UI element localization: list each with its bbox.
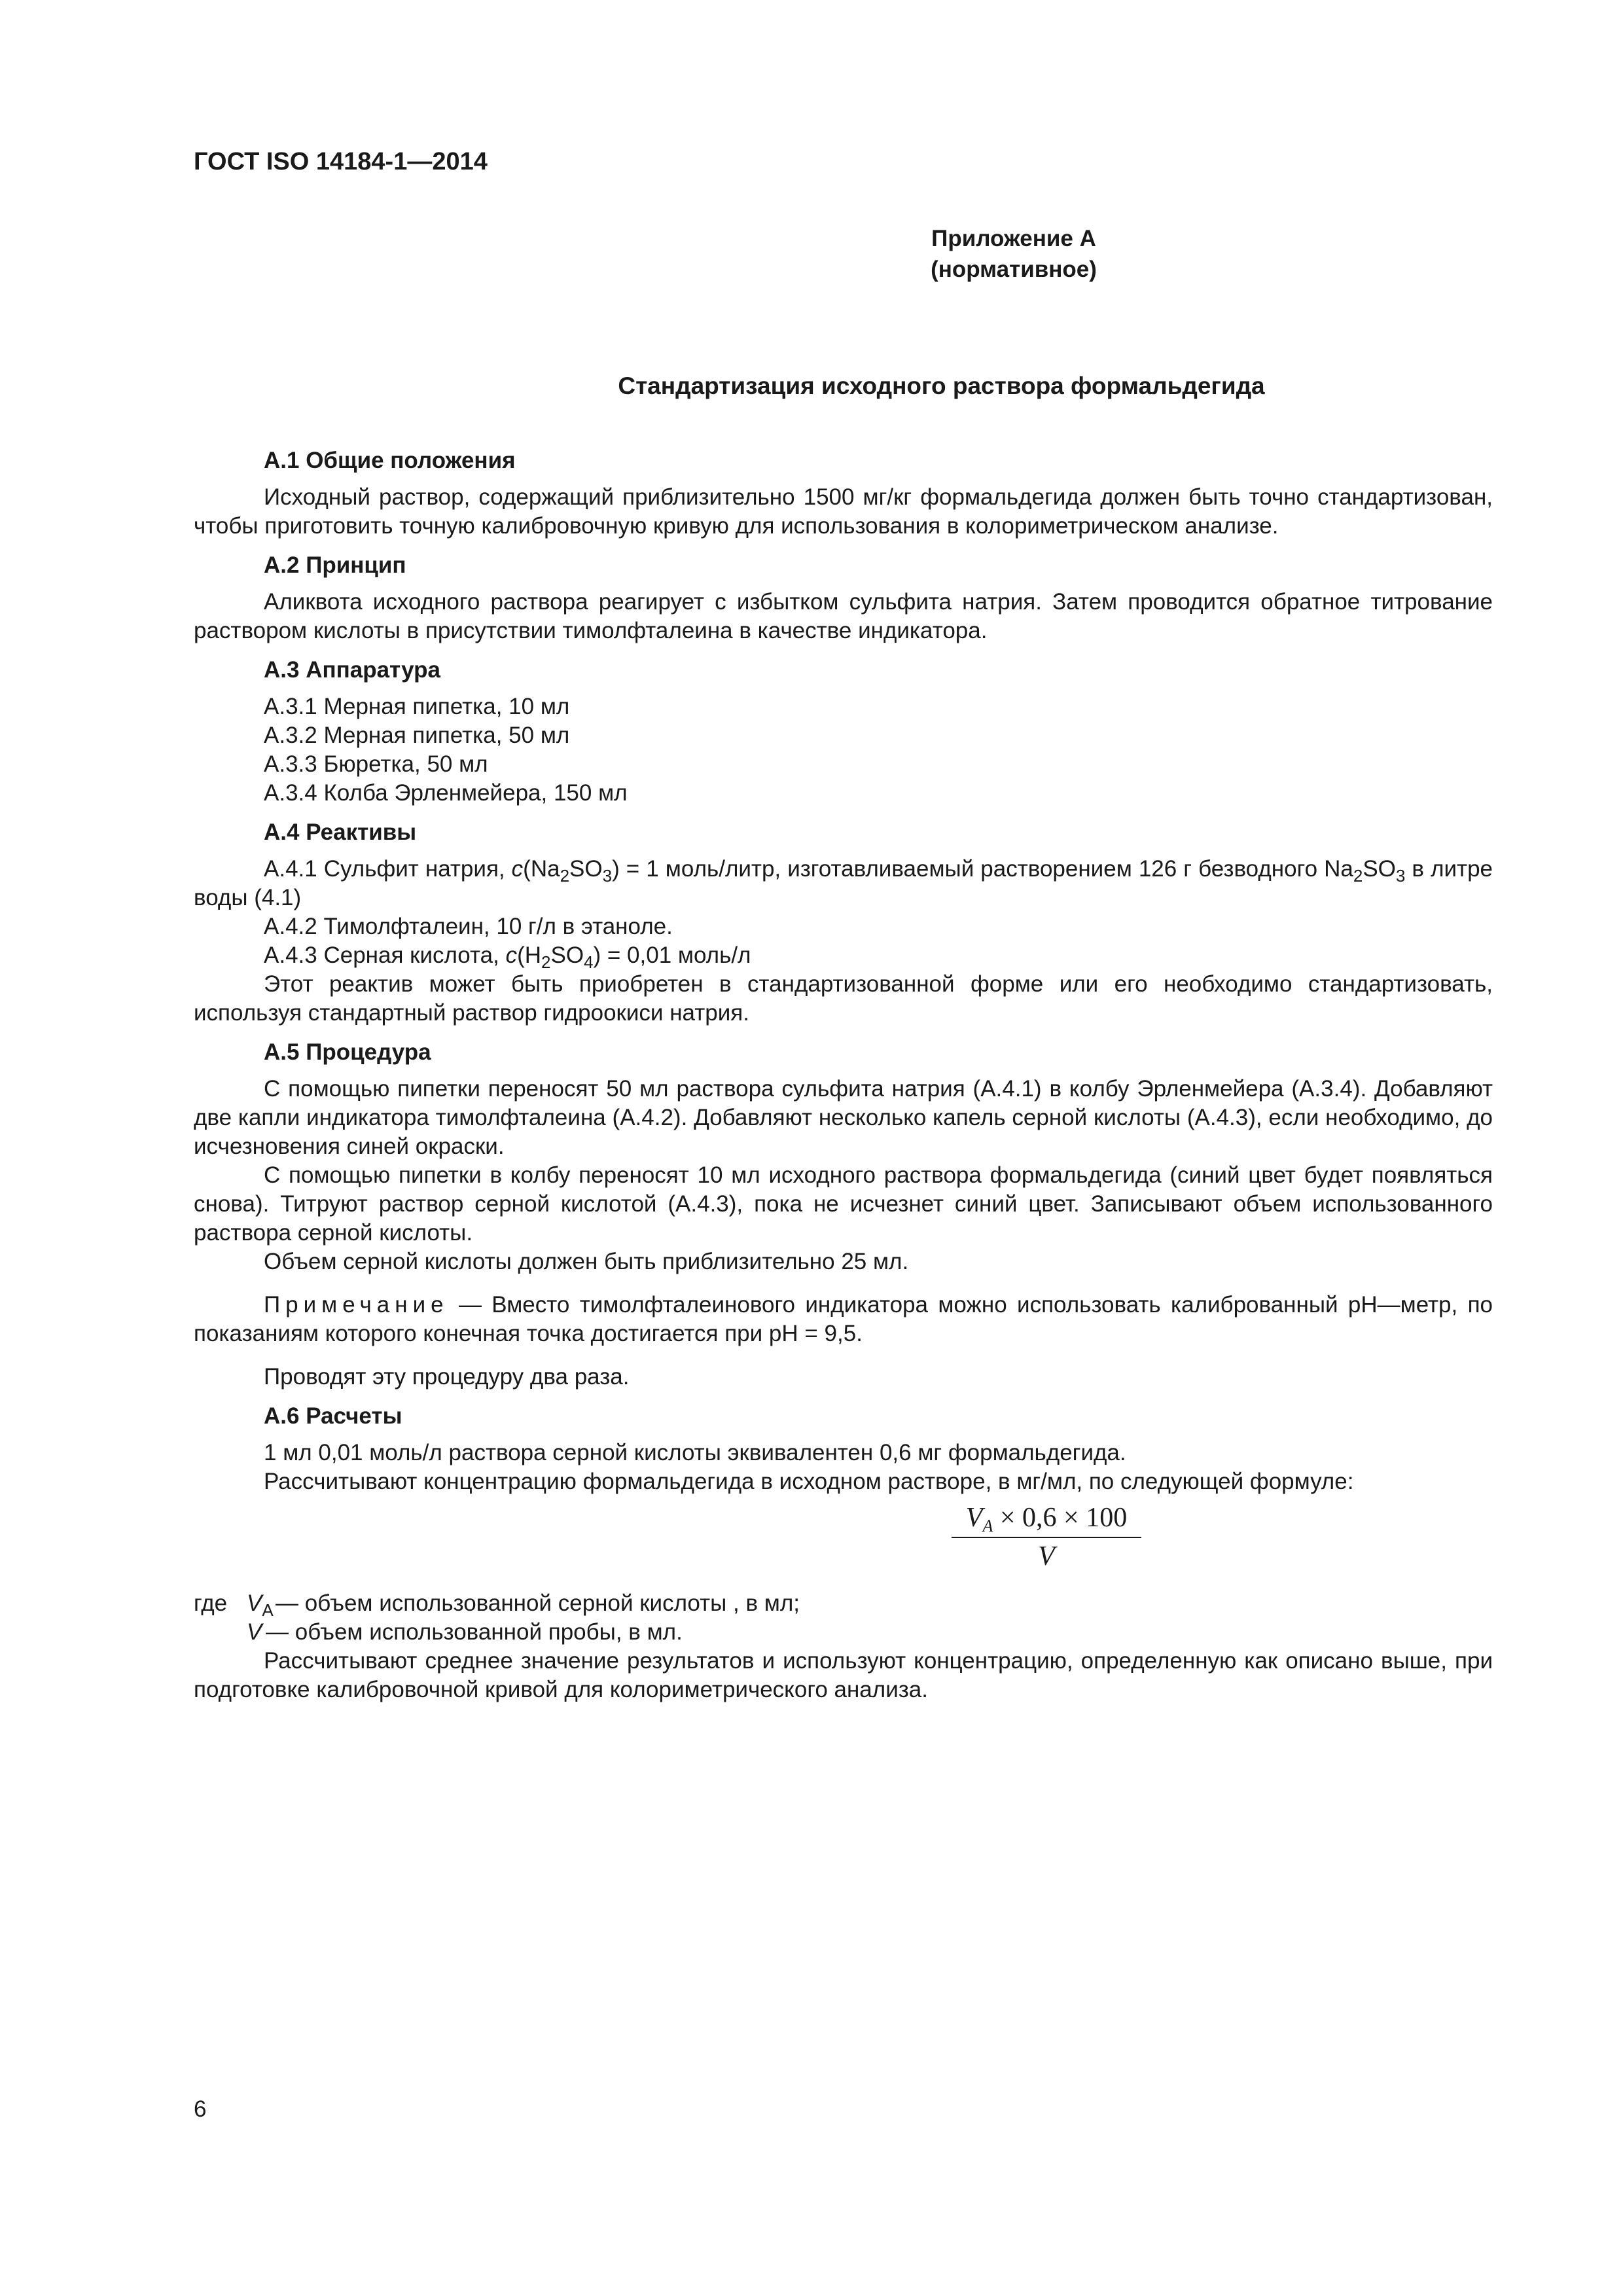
paragraph: Проводят эту процедуру два раза. — [264, 1364, 630, 1390]
list-item: А.3.1 Мерная пипетка, 10 мл — [264, 694, 570, 719]
reagent-item: А.4.2 Тимолфталеин, 10 г/л в этаноле. — [264, 914, 673, 939]
annex-title: Приложение А — [931, 226, 1096, 251]
section-a3 — [194, 655, 1493, 808]
main-title: Стандартизация исходного раствора формальдегида — [618, 372, 1265, 399]
formula-fraction — [952, 1501, 1141, 1575]
reagent-item: А.4.3 Серная кислота, $c(H_2SO_4) = 0,01$ моль/л — [264, 942, 751, 972]
section-heading: А.5 Процедура — [264, 1039, 431, 1065]
document-code: ГОСТ ISO 14184-1—2014 — [194, 148, 488, 175]
formula-denominator: V — [1038, 1541, 1055, 1571]
section-a2 — [194, 550, 1493, 645]
note: Примечание — Вместо тимолфталеинового индикатора можно использовать калиброванный pH—метр, по показаниям которого конечная точка достигается при pH = 9,5. — [194, 1292, 1493, 1346]
variable-definition: где $V_A$ — объем использованной серной кислоты , в мл; — [194, 1590, 800, 1620]
paragraph: Исходный раствор, содержащий приблизительно 1500 мг/кг формальдегида должен быть точно стандартизован, чтобы приготовить точную калибровочную кривую для использования в колориметрическом анализе. — [194, 484, 1493, 539]
section-heading: А.3 Аппаратура — [264, 657, 440, 683]
section-heading: А.2 Принцип — [264, 552, 406, 578]
document-body — [194, 445, 1493, 1713]
paragraph: Этот реактив может быть приобретен в стандартизованной форме или его необходимо стандартизовать, используя стандартный раствор гидроокиси натрия. — [194, 971, 1493, 1026]
paragraph: Рассчитывают концентрацию формальдегида в исходном растворе, в мг/мл, по следующей формуле: — [264, 1469, 1354, 1494]
formula-numerator: $V_A \times 0,6 \times 100$ — [952, 1501, 1141, 1538]
section-a5 — [194, 1037, 1493, 1391]
paragraph: Объем серной кислоты должен быть приблизительно 25 мл. — [264, 1249, 909, 1274]
list-item: А.3.4 Колба Эрленмейера, 150 мл — [264, 780, 628, 806]
section-a4 — [194, 817, 1493, 1028]
paragraph: 1 мл 0,01 моль/л раствора серной кислоты эквивалентен 0,6 мг формальдегида. — [264, 1440, 1126, 1465]
reagent-item: А.4.1 Сульфит натрия, $c(Na_2SO_3) = 1$ моль/литр, изготавливаемый растворением 126 г безводного $Na_2SO_3$ в литре воды (4.1) — [194, 856, 1493, 910]
section-heading: А.1 Общие положения — [264, 448, 516, 473]
paragraph: С помощью пипетки в колбу переносят 10 мл исходного раствора формальдегида (синий цвет будет появляться снова). Титруют раствор серной кислотой (А.4.3), пока не исчезнет синий цвет. Записывают объем использованного раствора серной кислоты. — [194, 1162, 1493, 1246]
variable-definition: V — объем использованной пробы, в мл. — [247, 1619, 683, 1645]
section-heading: А.6 Расчеты — [264, 1403, 402, 1429]
annex-type: (нормативное) — [931, 257, 1097, 282]
section-heading: А.4 Реактивы — [264, 819, 417, 845]
paragraph: Рассчитывают среднее значение результатов и используют концентрацию, определенную как описано выше, при подготовке калибровочной кривой для колориметрического анализа. — [194, 1648, 1493, 1702]
formula — [194, 1501, 1493, 1587]
document-page — [194, 0, 1493, 2296]
paragraph: С помощью пипетки переносят 50 мл раствора сульфита натрия (А.4.1) в колбу Эрленмейера (А.3.4). Добавляют две капли индикатора тимолфталеина (А.4.2). Добавляют несколько капель серной кислоты (А.4.3), если необходимо, до исчезновения синей окраски. — [194, 1076, 1493, 1159]
page-number: 6 — [194, 2096, 207, 2122]
list-item: А.3.3 Бюретка, 50 мл — [264, 751, 488, 777]
list-item: А.3.2 Мерная пипетка, 50 мл — [264, 723, 570, 748]
note-label: Примечание — [264, 1292, 449, 1318]
section-a1 — [194, 445, 1493, 541]
paragraph: Аликвота исходного раствора реагирует с избытком сульфита натрия. Затем проводится обратное титрование раствором кислоты в присутствии тимолфталеина в качестве индикатора. — [194, 589, 1493, 643]
section-a6 — [194, 1401, 1493, 1704]
